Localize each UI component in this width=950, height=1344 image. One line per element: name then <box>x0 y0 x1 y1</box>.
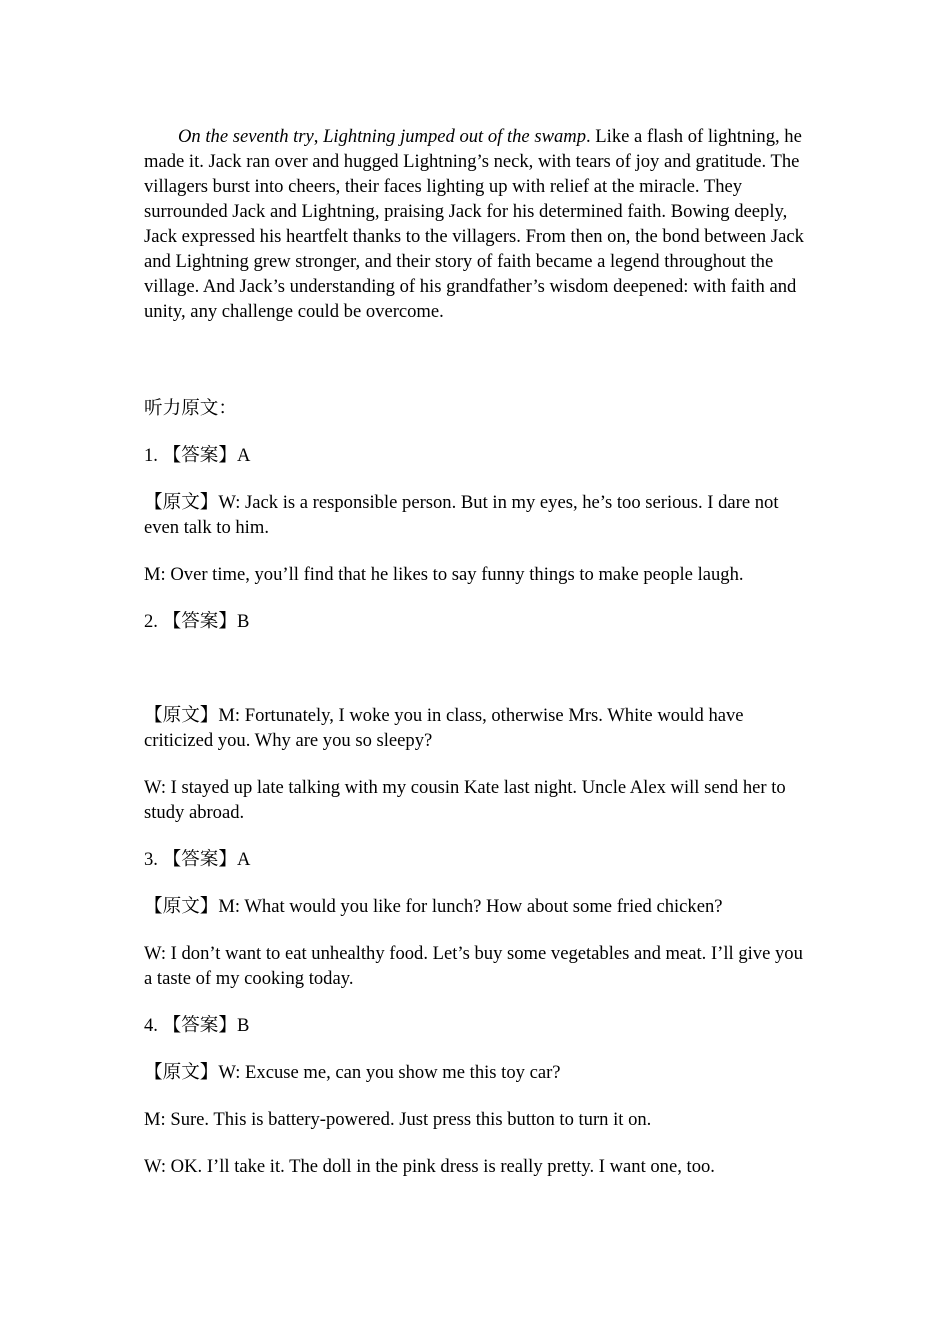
answer-3: 3. 【答案】A <box>144 849 251 870</box>
transcript-4-line-2: M: Sure. This is battery-powered. Just press this button to turn it on. <box>144 1109 652 1130</box>
story-text: . Like a flash of lightning, he made it. Jack ran over and hugged Lightning’s neck, with tears of joy and gratitude. The villagers burst into cheers, their faces lighting up with relief at the miracle. They surrounded Jack and Lightning, praising Jack for his determined faith. Bowing deeply, Jack expressed his heartfelt thanks to the villagers. From then on, the bond between Jack and Lightning grew stronger, and their story of faith became a legend throughout the village. And Jack’s understanding of his grandfather’s wisdom deepened: with faith and unity, any challenge could be overcome. <box>144 126 804 322</box>
transcript-3-line-1: 【原文】M: What would you like for lunch? How about some fried chicken? <box>144 896 723 917</box>
transcript-2-line-1: 【原文】M: Fortunately, I woke you in class, otherwise Mrs. White would have criticized you. Why are you so sleepy? <box>144 705 744 751</box>
transcript-2-line-2: W: I stayed up late talking with my cousin Kate last night. Uncle Alex will send her to study abroad. <box>144 777 786 823</box>
answer-2: 2. 【答案】B <box>144 611 250 632</box>
document-page <box>144 124 809 1201</box>
story-italic-lead-1: On the seventh try <box>178 126 314 147</box>
transcript-4-line-3: W: OK. I’ll take it. The doll in the pink dress is really pretty. I want one, too. <box>144 1156 715 1177</box>
answer-1: 1. 【答案】A <box>144 445 251 466</box>
story-comma: , <box>313 126 324 147</box>
transcript-4-line-1: 【原文】W: Excuse me, can you show me this toy car? <box>144 1062 561 1083</box>
transcript-1-line-1: 【原文】W: Jack is a responsible person. But in my eyes, he’s too serious. I dare not even talk to him. <box>144 492 779 538</box>
transcript-3-line-2: W: I don’t want to eat unhealthy food. Let’s buy some vegetables and meat. I’ll give you a taste of my cooking today. <box>144 943 803 989</box>
listening-heading: 听力原文： <box>144 398 237 419</box>
story-italic-lead-2: Lightning jumped out of the swamp <box>323 126 586 147</box>
answer-4: 4. 【答案】B <box>144 1015 250 1036</box>
transcript-1-line-2: M: Over time, you’ll find that he likes to say funny things to make people laugh. <box>144 564 744 585</box>
story-paragraph <box>144 124 809 324</box>
